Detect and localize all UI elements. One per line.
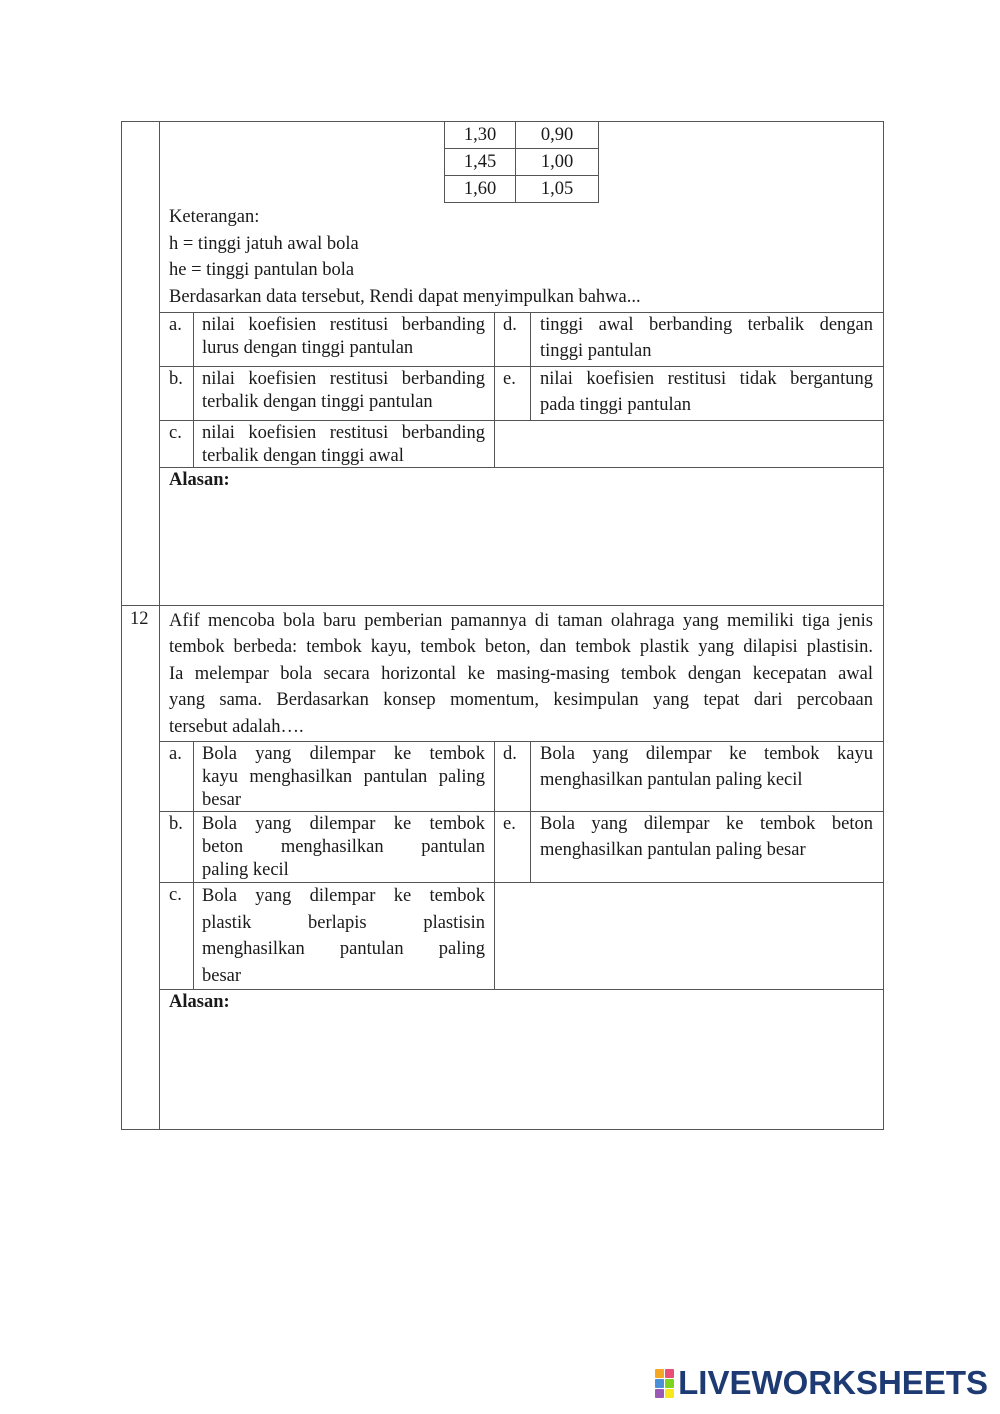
q11-option-e-line2[interactable]: pada tinggi pantulan	[540, 395, 692, 415]
q12-option-c-letter[interactable]: c.	[169, 885, 182, 905]
q11-option-d-line1[interactable]: tinggi awal berbanding terbalik dengan	[540, 315, 873, 335]
q12-option-a-line2[interactable]: kayu menghasilkan pantulan paling	[202, 767, 485, 787]
q12-question-line5: tersebut adalah….	[169, 717, 304, 737]
q12-option-e-line2[interactable]: menghasilkan pantulan paling besar	[540, 840, 806, 860]
q12-option-b-letter[interactable]: b.	[169, 814, 183, 834]
brand-name: LIVEWORKSHEETS	[678, 1364, 988, 1401]
q11-option-c-letter[interactable]: c.	[169, 423, 182, 443]
q12-option-c-line2[interactable]: plastik berlapis plastisin	[202, 913, 485, 933]
data-table-row	[445, 149, 599, 176]
q11-option-a-line2[interactable]: lurus dengan tinggi pantulan	[202, 338, 414, 358]
keterangan-label: Keterangan:	[169, 207, 260, 227]
q11-option-c-line1[interactable]: nilai koefisien restitusi berbanding	[202, 423, 485, 443]
q12-option-d-letter[interactable]: d.	[503, 744, 517, 764]
q11-alasan-area[interactable]	[160, 492, 882, 604]
q11-alasan-label: Alasan:	[169, 470, 230, 490]
liveworksheets-logo[interactable]	[655, 1364, 988, 1402]
data-table-cell-h: 1,30	[445, 122, 516, 149]
q12-question-line1: Afif mencoba bola baru pemberian pamannya di taman olahraga yang memiliki tiga jenis	[169, 611, 873, 631]
q11-option-b-letter[interactable]: b.	[169, 369, 183, 389]
q11-option-d-letter[interactable]: d.	[503, 315, 517, 335]
height-data-table	[444, 121, 599, 203]
q12-question-line4: yang sama. Berdasarkan konsep momentum, kesimpulan yang tepat dari percobaan	[169, 690, 873, 710]
legend-he: he = tinggi pantulan bola	[169, 260, 355, 280]
data-table-row	[445, 176, 599, 203]
q12-number: 12	[130, 609, 149, 629]
q11-option-c-line2[interactable]: terbalik dengan tinggi awal	[202, 446, 404, 466]
q12-option-b-line2[interactable]: beton menghasilkan pantulan	[202, 837, 485, 857]
logo-cell-3	[655, 1379, 664, 1388]
q12-option-b-line1[interactable]: Bola yang dilempar ke tembok	[202, 814, 485, 834]
q12-option-d-line2[interactable]: menghasilkan pantulan paling kecil	[540, 770, 803, 790]
logo-cell-1	[655, 1369, 664, 1378]
q11-option-e-letter[interactable]: e.	[503, 369, 516, 389]
q11-option-a-letter[interactable]: a.	[169, 315, 182, 335]
legend-h: h = tinggi jatuh awal bola	[169, 234, 359, 254]
data-table-cell-h: 1,45	[445, 149, 516, 176]
logo-cell-4	[665, 1379, 674, 1388]
q12-option-e-letter[interactable]: e.	[503, 814, 516, 834]
q12-option-d-line1[interactable]: Bola yang dilempar ke tembok kayu	[540, 744, 873, 764]
logo-cell-6	[665, 1389, 674, 1398]
q11-option-b-line2[interactable]: terbalik dengan tinggi pantulan	[202, 392, 433, 412]
liveworksheets-grid-icon	[655, 1369, 674, 1398]
data-table-cell-he: 1,05	[516, 176, 599, 203]
q11-option-b-line1[interactable]: nilai koefisien restitusi berbanding	[202, 369, 485, 389]
logo-cell-5	[655, 1389, 664, 1398]
data-table-cell-h: 1,60	[445, 176, 516, 203]
q12-option-c-line3[interactable]: menghasilkan pantulan paling	[202, 939, 485, 959]
q12-option-a-line3[interactable]: besar	[202, 790, 242, 810]
q12-option-a-letter[interactable]: a.	[169, 744, 182, 764]
data-table-row	[445, 122, 599, 149]
q12-option-e-line1[interactable]: Bola yang dilempar ke tembok beton	[540, 814, 873, 834]
data-table-cell-he: 0,90	[516, 122, 599, 149]
q11-option-a-line1[interactable]: nilai koefisien restitusi berbanding	[202, 315, 485, 335]
q12-option-c-line1[interactable]: Bola yang dilempar ke tembok	[202, 886, 485, 906]
logo-cell-2	[665, 1369, 674, 1378]
q12-question-line2: tembok berbeda: tembok kayu, tembok beton, dan tembok plastik yang dilapisi plastisin.	[169, 637, 873, 657]
q12-option-b-line3[interactable]: paling kecil	[202, 860, 289, 880]
q12-alasan-label: Alasan:	[169, 992, 230, 1012]
data-table-cell-he: 1,00	[516, 149, 599, 176]
q11-prompt: Berdasarkan data tersebut, Rendi dapat menyimpulkan bahwa...	[169, 287, 641, 307]
q11-option-d-line2[interactable]: tinggi pantulan	[540, 341, 652, 361]
q12-option-a-line1[interactable]: Bola yang dilempar ke tembok	[202, 744, 485, 764]
q12-option-c-line4[interactable]: besar	[202, 966, 242, 986]
q12-alasan-area[interactable]	[160, 1014, 882, 1128]
q11-option-e-line1[interactable]: nilai koefisien restitusi tidak bergantung	[540, 369, 873, 389]
q12-question-line3: Ia melempar bola secara horizontal ke masing-masing tembok dengan kecepatan awal	[169, 664, 873, 684]
